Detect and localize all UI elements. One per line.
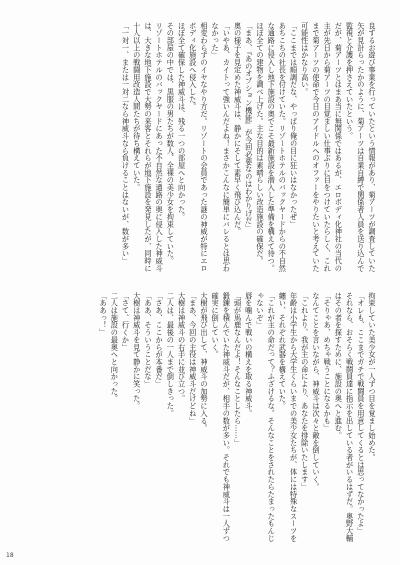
- paragraph: 「頭が馬鹿なんだよ！そんなことしたら……」: [233, 292, 243, 447]
- paragraph: 二人は施設の最奥へと向かった。: [110, 292, 120, 403]
- paragraph: だが、菊アーツとはまあ当に無関係ではあるが、エロボディ化神社の当代の主が先日から菊アーツの目覚ましい仕事ぶりに目をつけていたらしく、これまで菊アーツの使命で今日のアイドルへのオファーをやりたいと考えていた可能性はかなり高い。: [300, 22, 344, 272]
- paragraph: 「まあ、『あのオプション機能』が今回必要なのはわかりげだ」: [244, 22, 254, 232]
- paragraph: 奥の様子を見定めた神威斗は、静かにそして素早く飛び込んだ。: [233, 22, 243, 236]
- paragraph: 相変わらずのイヤなやり方だ。リゾートの会員であった謎の神威が特にエロボディ化施設へ侵入した。: [188, 22, 209, 272]
- paragraph: 「これより、我が主の命により、あなたを排除いたします」: [300, 292, 310, 491]
- paragraph: 大樹が飛び出して、神威斗の加勢に入る。: [199, 292, 209, 432]
- paragraph: なんてことを言いながら、神威斗は次々と敵を倒していく。: [311, 292, 321, 491]
- lower-text-block: [20, 292, 378, 542]
- paragraph: 大樹は神威斗を見て静かに笑った。: [132, 292, 142, 410]
- paragraph: 「そりゃあ、めちゃ戦うことになるかも」: [323, 292, 333, 432]
- page-number: 18: [6, 552, 14, 559]
- paragraph: あちこちの社長を付けていた。リゾートホテルのバックヤードからの不自然な通路に侵入し地下施設の奥でこそ最新施設を潜入した準備を構えて待つ。: [267, 22, 288, 272]
- paragraph: 「オレも、ここまでガチで戦闘員を用意してくるとは思ってなかったよ」: [356, 292, 366, 535]
- paragraph: 拘束していた美少女が一人ずつ目を覚まし始めた。: [368, 292, 377, 462]
- paragraph: 「これが主の命だって？ふざけるな。そんなことをされたらたまったもんじゃないぞ」: [255, 292, 277, 542]
- paragraph: 「まあ、今回の主役は神威斗だけどね」: [188, 292, 198, 425]
- paragraph: ほぼ全て確保した神威斗は、残る一つの部屋へと向かった。: [177, 22, 187, 221]
- paragraph: ほぼ全ての建物を調べ上げた。主な目的は素晴らしい改造施設の確保だ。: [255, 22, 265, 265]
- paragraph: 唇を噛んで戦いの構えを取る神威斗。: [244, 292, 254, 417]
- upper-text-block: [20, 22, 378, 274]
- paragraph: 鍛錬を積んでいた神威斗だが、相手の数が多い。それでも神威斗は一人ずつ確実に倒していく。: [211, 292, 232, 542]
- paragraph: 「ああっ！」: [99, 292, 109, 337]
- paragraph: 「いやあ、カイトって強いんだよね！まさかこんなに簡単にバレるとは思わなかった」: [211, 22, 232, 272]
- paragraph: 「ああ、そういうことだな」: [143, 292, 153, 388]
- paragraph: 「さあ、ここからが本番だ」: [155, 292, 165, 388]
- paragraph: その部屋の中では、黒服の男たちが数人、全裸の美少女を拘束していた。: [166, 22, 176, 265]
- paragraph: 「さて、行くか」: [121, 292, 131, 351]
- paragraph: 「一対一、または一対二なら神威斗なら負けることはないが、数が多い」: [121, 22, 131, 265]
- paragraph: 良するお遊び事業を行っていたという情報があり、菊アーツが調査していた矢が見計らったかのように、菊アーツは自業自縛で関係者人員を送り込んで監視と介護を押さえていたという。: [345, 22, 377, 272]
- paragraph: 「ここまでは順調だな、やっぱり俺の目に狂いはなかったぜ」: [289, 22, 299, 228]
- paragraph: 二人は、最後の一人まで倒しきった。: [166, 292, 176, 417]
- paragraph: 大樹は神威斗の右手に並び立つ。: [177, 292, 187, 403]
- paragraph: それなら、おそらく戦闘員達に指示を出している者がいるはずだ。奥野大輔はその者を探すために、施設の奥へと進む。: [334, 292, 355, 542]
- paragraph: 年齢は小学生から大学生くらいまでの美少女たちが、体には特殊なスーツを纏い、それぞれ武器を構えていた。: [278, 292, 299, 542]
- paragraph: リゾートホテルのバックヤードにあった不自然な通路の奥に侵入した神威斗は、大きな地下施設で大勢の来客とそれらが地下施設を発見したが、同時に十人以上の戦闘用改造人間たちが待ち構えていた。: [132, 22, 165, 272]
